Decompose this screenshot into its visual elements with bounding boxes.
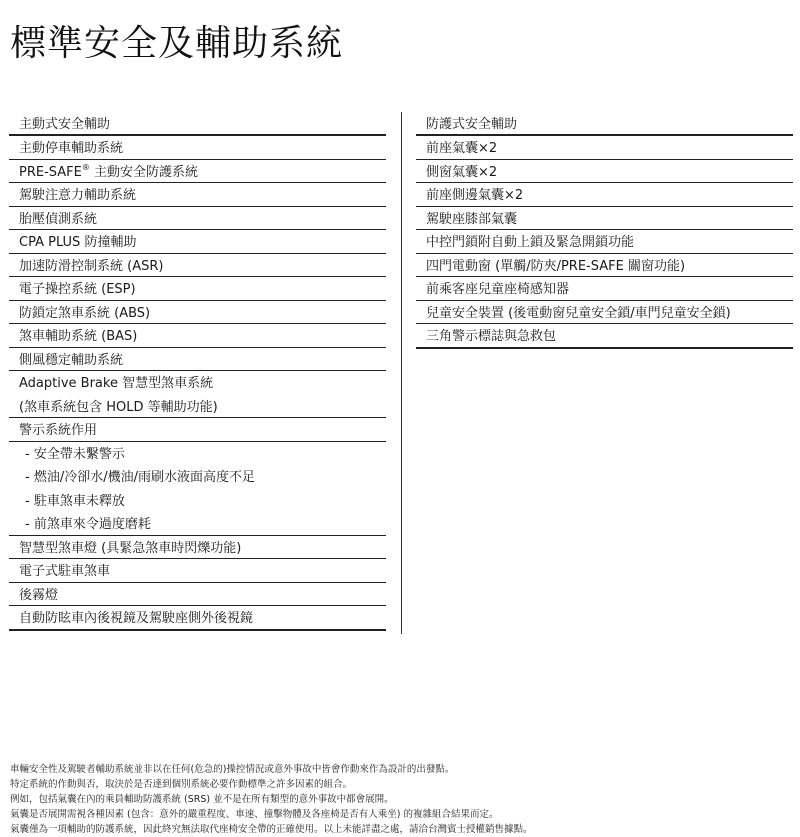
list-item: 四門電動窗 (單觸/防夾/PRE-SAFE 關窗功能) xyxy=(416,254,793,278)
footnote-line: 氣囊是否展開需視各種因素 (包含：意外的嚴重程度、車速、撞擊物體及各座椅是否有人乘坐) 的複雜組合結果而定。 xyxy=(10,809,499,820)
column-divider xyxy=(401,112,402,634)
list-item: 胎壓偵測系統 xyxy=(9,207,386,231)
list-item: (煞車系統包含 HOLD 等輔助功能) xyxy=(9,395,386,419)
list-item-pre-safe xyxy=(9,160,386,184)
list-item: 自動防眩車內後視鏡及駕駛座側外後視鏡 xyxy=(9,606,386,631)
page-title: 標準安全及輔助系統 xyxy=(10,23,344,64)
footnote-line: 例如，包括氣囊在內的乘員輔助防護系統 (SRS) 並不是在所有類型的意外事故中都會展開。 xyxy=(10,794,394,805)
list-item: 警示系統作用 xyxy=(9,418,386,442)
list-item: 電子式駐車煞車 xyxy=(9,559,386,583)
list-subitem: - 駐車煞車未釋放 xyxy=(25,493,125,509)
list-item: 煞車輔助系統 (BAS) xyxy=(9,324,386,348)
list-item: CPA PLUS 防撞輔助 xyxy=(9,230,386,254)
list-subitem: - 前煞車來令過度磨耗 xyxy=(9,512,386,536)
footnote-line: 車輛安全性及駕駛者輔助系統並非以在任何(危急的)操控情況或意外事故中皆會作動來作為設計的出發點。 xyxy=(10,764,455,775)
list-item: 前乘客座兒童座椅感知器 xyxy=(416,277,793,301)
list-item: 主動停車輔助系統 xyxy=(9,136,386,160)
footnotes xyxy=(10,762,790,837)
registered-mark: ® xyxy=(81,162,90,172)
list-item: 智慧型煞車燈 (具緊急煞車時閃爍功能) xyxy=(9,536,386,560)
list-item: 兒童安全裝置 (後電動窗兒童安全鎖/車門兒童安全鎖) xyxy=(416,301,793,325)
list-item: 駕駛注意力輔助系統 xyxy=(9,183,386,207)
active-safety-list xyxy=(9,112,386,631)
list-item: 前座側邊氣囊×2 xyxy=(416,183,793,207)
pre-safe-label-rest: 主動安全防護系統 xyxy=(89,164,198,180)
list-subitem: - 燃油/冷卻水/機油/雨刷水液面高度不足 xyxy=(25,470,255,485)
footnote-line: 特定系統的作動與否，取決於是否達到個別系統必要作動標準之許多因素的組合。 xyxy=(10,779,353,790)
footnote-line: 氣囊僅為一項輔助的防護系統，因此終究無法取代座椅安全帶的正確使用。以上未能詳盡之處，請洽台灣賓士授權銷售據點。 xyxy=(10,824,533,835)
list-item: Adaptive Brake 智慧型煞車系統 xyxy=(19,376,214,391)
active-safety-heading: 主動式安全輔助 xyxy=(9,112,386,136)
passive-safety-list xyxy=(416,112,793,349)
list-item: 電子操控系統 (ESP) xyxy=(9,277,386,301)
list-item: 防鎖定煞車系統 (ABS) xyxy=(9,301,386,325)
list-item: 中控門鎖附自動上鎖及緊急開鎖功能 xyxy=(416,230,793,254)
passive-safety-heading: 防護式安全輔助 xyxy=(416,112,793,136)
list-item: 側窗氣囊×2 xyxy=(416,160,793,184)
list-item: 後霧燈 xyxy=(9,583,386,607)
list-item: 前座氣囊×2 xyxy=(416,136,793,160)
list-item: 側風穩定輔助系統 xyxy=(9,348,386,372)
list-item: 三角警示標誌與急救包 xyxy=(416,324,793,349)
list-subitem: - 安全帶未繫警示 xyxy=(25,446,125,462)
pre-safe-label: PRE-SAFE xyxy=(19,164,82,180)
list-item: 駕駛座膝部氣囊 xyxy=(416,207,793,231)
list-item: 加速防滑控制系統 (ASR) xyxy=(9,254,386,278)
